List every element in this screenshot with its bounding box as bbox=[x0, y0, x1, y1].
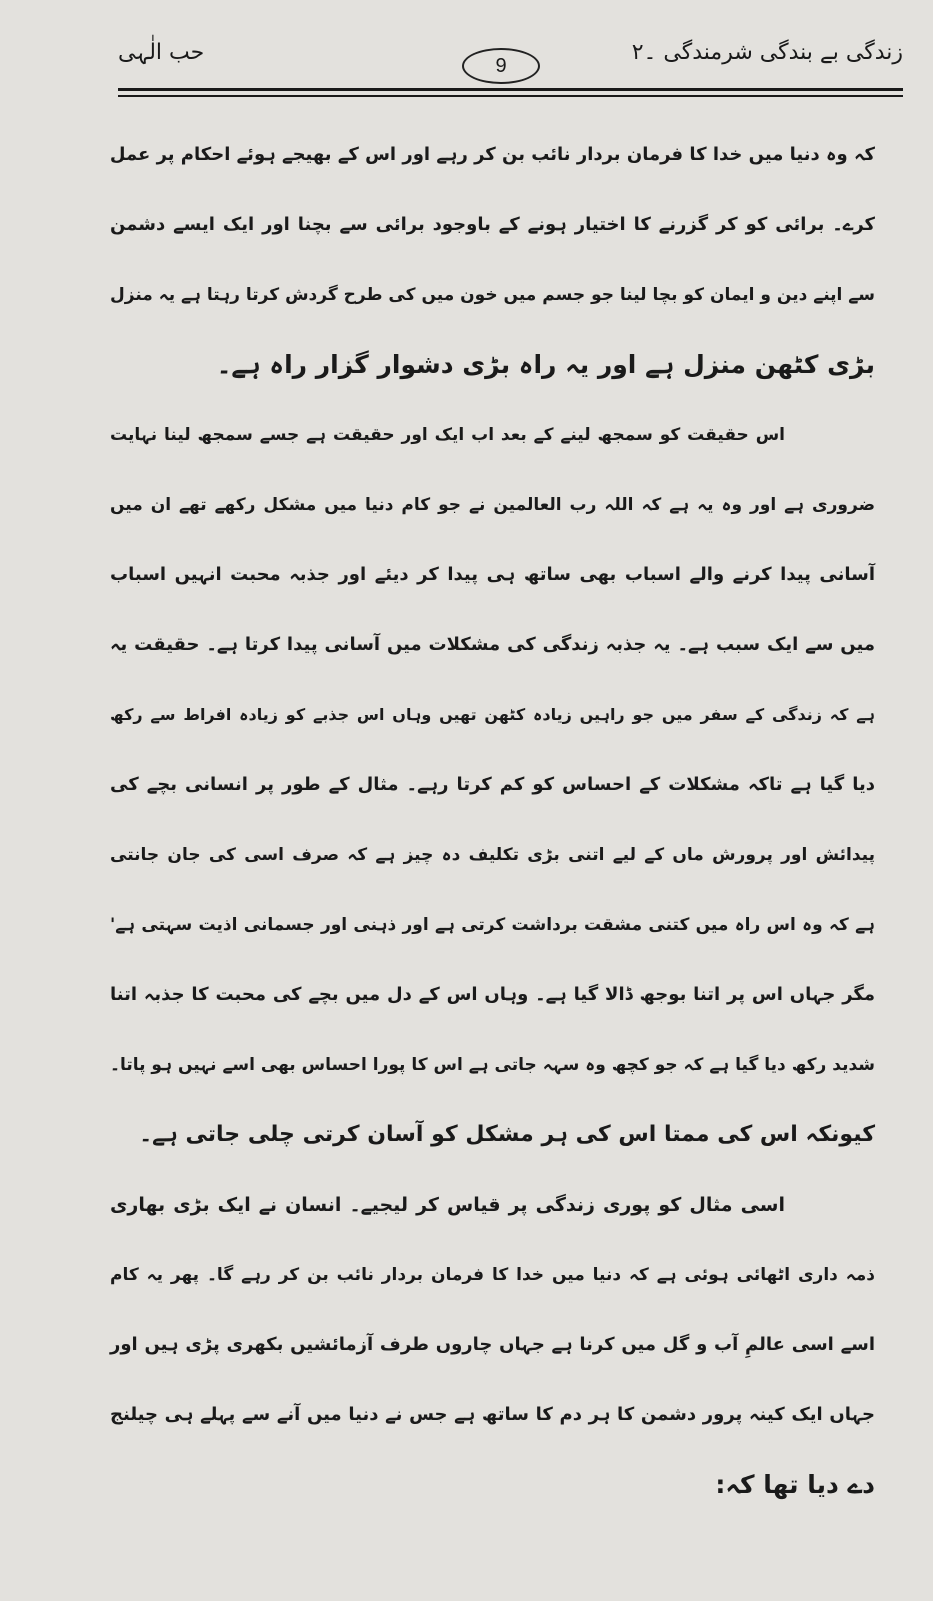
text-line: دیا گیا ہے تاکہ مشکلات کے احساس کو کم کرتا رہے۔ مثال کے طور پر انسانی بچے کی bbox=[110, 774, 875, 795]
header-rule-thin bbox=[118, 95, 903, 97]
text-line: آسانی پیدا کرنے والے اسباب بھی ساتھ ہی پیدا کر دیئے اور جذبہ محبت انہیں اسباب bbox=[110, 564, 875, 585]
text-line: پیدائش اور پرورش ماں کے لیے اتنی بڑی تکلیف دہ چیز ہے کہ صرف اسی کی جان جانتی bbox=[110, 845, 875, 865]
text-line: کہ وہ دنیا میں خدا کا فرمان بردار نائب بن کر رہے اور اس کے بھیجے ہوئے احکام پر عمل bbox=[109, 144, 875, 165]
text-line: سے اپنے دین و ایمان کو بچا لینا جو جسم میں خون میں کی طرح گردش کرتا رہتا ہے یہ منزل bbox=[110, 285, 875, 305]
text-line: مگر جہاں اس پر اتنا بوجھ ڈالا گیا ہے۔ وہاں اس کے دل میں بچے کی محبت کا جذبہ اتنا bbox=[110, 984, 875, 1005]
running-title-left: حب الٰہی bbox=[118, 40, 205, 65]
text-line: میں سے ایک سبب ہے۔ یہ جذبہ زندگی کی مشکلات میں آسانی پیدا کرتا ہے۔ حقیقت یہ bbox=[110, 634, 875, 655]
page-number: 9 bbox=[462, 48, 540, 84]
text-line: ضروری ہے اور وہ یہ ہے کہ اللہ رب العالمین نے جو کام دنیا میں مشکل رکھے تھے ان میں bbox=[110, 495, 875, 515]
text-line: کرے۔ برائی کو کر گزرنے کا اختیار ہونے کے باوجود برائی سے بچنا اور ایک ایسے دشمن bbox=[110, 214, 875, 235]
text-line: شدید رکھ دیا گیا ہے کہ جو کچھ وہ سہہ جاتی ہے اس کا پورا احساس بھی اسے نہیں ہو پاتا۔ bbox=[110, 1055, 875, 1075]
text-line: ہے کہ وہ اس راہ میں کتنی مشقت برداشت کرتی ہے اور ذہنی اور جسمانی اذیت سہتی ہے' bbox=[110, 915, 875, 935]
text-line: ذمہ داری اٹھائی ہوئی ہے کہ دنیا میں خدا کا فرمان بردار نائب بن کر رہے گا۔ پھر یہ کام bbox=[110, 1265, 875, 1285]
text-line: کیونکہ اس کی ممتا اس کی ہر مشکل کو آسان کرتی چلی جاتی ہے۔ bbox=[139, 1122, 875, 1147]
text-line: دے دیا تھا کہ: bbox=[715, 1470, 875, 1499]
running-title-right: زندگی بے بندگی شرمندگی ۔۲ bbox=[631, 40, 903, 65]
page-body bbox=[110, 120, 875, 1520]
text-line: اسے اسی عالمِ آب و گل میں کرنا ہے جہاں چاروں طرف آزمائشیں بکھری پڑی ہیں اور bbox=[110, 1334, 875, 1355]
header-rule bbox=[118, 88, 903, 91]
text-line: جہاں ایک کینہ پرور دشمن کا ہر دم کا ساتھ ہے جس نے دنیا میں آنے سے پہلے ہی چیلنج bbox=[110, 1404, 875, 1425]
text-line: اسی مثال کو پوری زندگی پر قیاس کر لیجیے۔ انسان نے ایک بڑی بھاری bbox=[110, 1194, 785, 1216]
text-line: بڑی کٹھن منزل ہے اور یہ راہ بڑی دشوار گزار راہ ہے۔ bbox=[216, 350, 875, 379]
text-line: اس حقیقت کو سمجھ لینے کے بعد اب ایک اور حقیقت ہے جسے سمجھ لینا نہایت bbox=[110, 425, 785, 445]
text-line: ہے کہ زندگی کے سفر میں جو راہیں زیادہ کٹھن تھیں وہاں اس جذبے کو زیادہ افراط سے رکھ bbox=[110, 705, 875, 724]
